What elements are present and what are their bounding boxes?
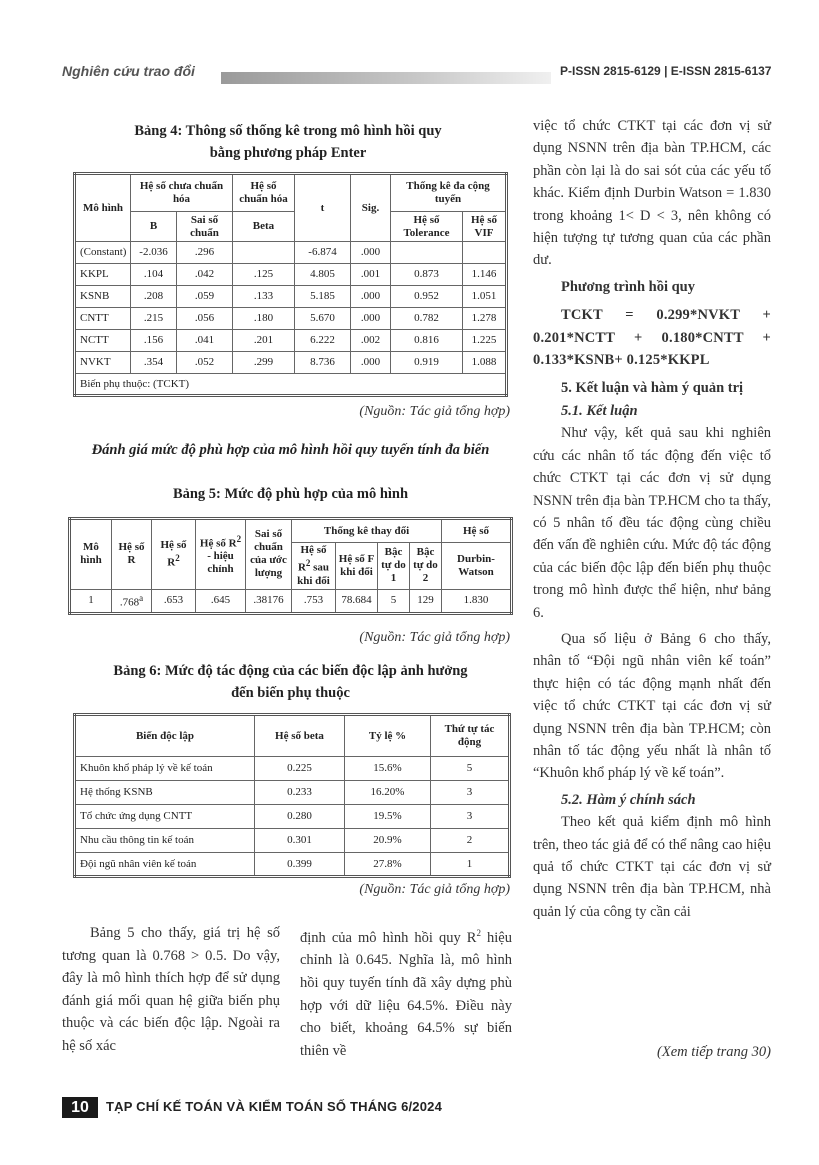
t5-h-coef: Hệ số bbox=[442, 519, 512, 543]
t5-h-df2: Bậc tự do 2 bbox=[410, 543, 442, 590]
cell-t: 5.185 bbox=[295, 286, 351, 308]
table6-caption: Bảng 6: Mức độ tác động của các biến độc lập ảnh hưởng đến biến phụ thuộc bbox=[113, 663, 468, 701]
t4-h-unstd: Hệ số chưa chuẩn hóa bbox=[131, 174, 233, 212]
cell-name: KSNB bbox=[75, 286, 131, 308]
bottom-col2: định của mô hình hồi quy $R^2$ hiệu chỉnh là 0.645. Nghĩa là, mô hình hồi quy tuyến tính đã xây dựng phù hợp với dữ liệu 64.5%. Điều này cho biết, khoảng 64.5% sự biến thiên về bbox=[300, 928, 512, 1059]
cell-var: Đội ngũ nhân viên kế toán bbox=[75, 853, 255, 877]
t4-h-beta: Beta bbox=[233, 212, 295, 242]
cell-name: NVKT bbox=[75, 352, 131, 374]
cell-beta: 0.233 bbox=[255, 781, 345, 805]
cell-pct: 27.8% bbox=[345, 853, 431, 877]
cell-vif: 1.051 bbox=[463, 286, 507, 308]
section-52-heading: 5.2. Hàm ý chính sách bbox=[561, 791, 696, 808]
t6-h-rank: Thứ tự tác động bbox=[431, 715, 510, 757]
bottom-col1: Bảng 5 cho thấy, giá trị hệ số tương quan là 0.768 > 0.5. Do vậy, đây là mô hình thích hợp để sử dụng đánh giá mối quan hệ giữa biến phụ thuộc và các biến độc lập. Ngoài ra hệ số xác bbox=[62, 925, 280, 1054]
continued-note: (Xem tiếp trang 30) bbox=[657, 1044, 771, 1060]
cell-beta: .180 bbox=[233, 308, 295, 330]
cell-sig: .000 bbox=[351, 242, 391, 264]
section-label: Nghiên cứu trao đổi bbox=[62, 63, 195, 79]
t4-h-sig: Sig. bbox=[351, 174, 391, 242]
table-row bbox=[75, 853, 510, 877]
cell-se: .042 bbox=[177, 264, 233, 286]
table5-source: (Nguồn: Tác giả tổng hợp) bbox=[359, 630, 510, 645]
cell-sig: .001 bbox=[351, 264, 391, 286]
cell-t: 5.670 bbox=[295, 308, 351, 330]
cell-t: 6.222 bbox=[295, 330, 351, 352]
section-51-heading: 5.1. Kết luận bbox=[561, 402, 638, 419]
cell-sig: .000 bbox=[351, 308, 391, 330]
table-row bbox=[75, 308, 507, 330]
cell-rank: 3 bbox=[431, 781, 510, 805]
cell-name: KKPL bbox=[75, 264, 131, 286]
t5-h-model: Mô hình bbox=[70, 519, 112, 590]
cell-tol: 0.816 bbox=[391, 330, 463, 352]
cell-var: Hệ thống KSNB bbox=[75, 781, 255, 805]
cell-pct: 15.6% bbox=[345, 757, 431, 781]
cell-name: NCTT bbox=[75, 330, 131, 352]
cell-beta: .125 bbox=[233, 264, 295, 286]
cell-b: .156 bbox=[131, 330, 177, 352]
cell-tol: 0.782 bbox=[391, 308, 463, 330]
cell-beta: 0.280 bbox=[255, 805, 345, 829]
cell-b: .215 bbox=[131, 308, 177, 330]
cell-t: -6.874 bbox=[295, 242, 351, 264]
cell-se: .056 bbox=[177, 308, 233, 330]
cell-rank: 1 bbox=[431, 853, 510, 877]
t6-h-var: Biến độc lập bbox=[75, 715, 255, 757]
t4-h-std: Hệ số chuẩn hóa bbox=[233, 174, 295, 212]
page-number: 10 bbox=[62, 1097, 98, 1118]
cell-b: .354 bbox=[131, 352, 177, 374]
cell-tol bbox=[391, 242, 463, 264]
cell-vif: 1.088 bbox=[463, 352, 507, 374]
cell-beta: 0.225 bbox=[255, 757, 345, 781]
section-5-heading: 5. Kết luận và hàm ý quản trị bbox=[561, 380, 744, 397]
header-bar bbox=[221, 72, 551, 84]
table-row bbox=[75, 242, 507, 264]
t5-h-fch: Hệ số F khi đổi bbox=[336, 543, 378, 590]
cell-beta: 0.301 bbox=[255, 829, 345, 853]
t5-h-adj: Hệ số $R^2$ - hiệu chỉnh bbox=[196, 519, 246, 590]
regression-equation: TCKT = 0.299*NVKT + 0.201*NCTT + 0.180*CNTT + 0.133*KSNB+ 0.125*KKPL bbox=[533, 307, 771, 369]
t5-h-dw: Durbin-Watson bbox=[442, 543, 512, 590]
eq-heading: Phương trình hồi quy bbox=[561, 278, 695, 295]
table5 bbox=[68, 517, 513, 615]
cell-rank: 2 bbox=[431, 829, 510, 853]
t5-h-r2: Hệ số $R^2$ bbox=[152, 519, 196, 590]
table-row bbox=[75, 264, 507, 286]
table4-source: (Nguồn: Tác giả tổng hợp) bbox=[359, 404, 510, 419]
cell-se: .296 bbox=[177, 242, 233, 264]
t4-h-tol: Hệ số Tolerance bbox=[391, 212, 463, 242]
cell-t: 4.805 bbox=[295, 264, 351, 286]
cell-rank: 3 bbox=[431, 805, 510, 829]
cell-beta: .299 bbox=[233, 352, 295, 374]
cell-sig: .000 bbox=[351, 286, 391, 308]
cell-t: 8.736 bbox=[295, 352, 351, 374]
t5-h-r: Hệ số R bbox=[112, 519, 152, 590]
cell-pct: 20.9% bbox=[345, 829, 431, 853]
cell-vif: 1.278 bbox=[463, 308, 507, 330]
t4-h-vif: Hệ số VIF bbox=[463, 212, 507, 242]
cell-se: .041 bbox=[177, 330, 233, 352]
t5-h-se: Sai số chuẩn của ước lượng bbox=[246, 519, 292, 590]
eval-heading: Đánh giá mức độ phù hợp của mô hình hồi quy tuyến tính đa biến bbox=[91, 442, 490, 458]
cell-var: Khuôn khổ pháp lý về kế toán bbox=[75, 757, 255, 781]
t4-h-model: Mô hình bbox=[75, 174, 131, 242]
cell-b: .208 bbox=[131, 286, 177, 308]
issn-label: P-ISSN 2815-6129 | E-ISSN 2815-6137 bbox=[560, 64, 772, 78]
t5-h-change: Thống kê thay đổi bbox=[292, 519, 442, 543]
cell-beta: .133 bbox=[233, 286, 295, 308]
cell-tol: 0.919 bbox=[391, 352, 463, 374]
cell-tol: 0.873 bbox=[391, 264, 463, 286]
cell-se: .059 bbox=[177, 286, 233, 308]
t4-h-b: B bbox=[131, 212, 177, 242]
table-row bbox=[75, 352, 507, 374]
table-row bbox=[75, 757, 510, 781]
table5-caption: Bảng 5: Mức độ phù hợp của mô hình bbox=[172, 486, 409, 502]
cell-b: .104 bbox=[131, 264, 177, 286]
cell-name: (Constant) bbox=[75, 242, 131, 264]
cell-rank: 5 bbox=[431, 757, 510, 781]
table-row bbox=[75, 781, 510, 805]
cell-vif bbox=[463, 242, 507, 264]
table-row bbox=[75, 829, 510, 853]
cell-sig: .000 bbox=[351, 352, 391, 374]
cell-vif: 1.146 bbox=[463, 264, 507, 286]
table6 bbox=[73, 713, 511, 878]
cell-b: -2.036 bbox=[131, 242, 177, 264]
cell-sig: .002 bbox=[351, 330, 391, 352]
table-row bbox=[75, 805, 510, 829]
cell-var: Nhu cầu thông tin kế toán bbox=[75, 829, 255, 853]
right-column: việc tổ chức CTKT tại các đơn vị sử dụng NSNN trên địa bàn TP.HCM, các phần còn lại là do sai sót của các yếu tố khác. Kiểm định Durbin Watson = 1.830 trong khoảng 1< D < 3, nên không có hiện tượng tự tương quan của các phần dư. Phương trình hồi quy TCKT = 0.299*NVKT + 0.201*NCTT + 0.180*CNTT + 0.133*KSNB+ 0.125*KKPL 5. Kết luận và hàm ý quản trị 5.1. Kết luận Như vậy, kết quả sau khi nghiên cứu các nhân tố tác động đến việc tổ chức CTKT tại các đơn vị sử dụng NSNN trên địa bàn TP.HCM cho ta thấy, có 5 nhân tố đều tác động cùng chiều đến vấn đề nghiên cứu. Mức độ tác động của các biến độc lập đến biến phụ thuộc trong mô hình được thể hiện, như bảng 6. Qua số liệu ở Bảng 6 cho thấy, nhân tố “Đội ngũ nhân viên kế toán” thực hiện có tác động mạnh nhất đến việc tổ chức CTKT tại các đơn vị sử dụng NSNN trên địa bàn TP.HCM; còn nhân tố tác động yếu nhất là nhân tố “Khuôn khổ pháp lý về kế toán”. 5.2. Hàm ý chính sách Theo kết quả kiểm định mô hình trên, theo tác giả để có thể nâng cao hiệu quả tổ chức CTKT tại các đơn vị sử dụng NSNN trên địa bàn TP.HCM, nhà quản lý của công ty cần cải bbox=[533, 118, 771, 920]
t4-footer: Biến phụ thuộc: (TCKT) bbox=[75, 374, 507, 396]
table-row bbox=[75, 330, 507, 352]
t5-h-df1: Bậc tự do 1 bbox=[378, 543, 410, 590]
cell-se: .052 bbox=[177, 352, 233, 374]
cell-pct: 19.5% bbox=[345, 805, 431, 829]
cell-beta bbox=[233, 242, 295, 264]
table6-source: (Nguồn: Tác giả tổng hợp) bbox=[359, 882, 510, 897]
table4 bbox=[73, 172, 508, 397]
cell-var: Tổ chức ứng dụng CNTT bbox=[75, 805, 255, 829]
cell-beta: 0.399 bbox=[255, 853, 345, 877]
cell-vif: 1.225 bbox=[463, 330, 507, 352]
t4-h-se: Sai số chuẩn bbox=[177, 212, 233, 242]
cell-beta: .201 bbox=[233, 330, 295, 352]
journal-title: TẠP CHÍ KẾ TOÁN VÀ KIỂM TOÁN SỐ THÁNG 6/2024 bbox=[106, 1099, 443, 1114]
cell-name: CNTT bbox=[75, 308, 131, 330]
table-row: 1 .768$^a$ .653 .645 .38176 .753 78.684 5 129 1.830 bbox=[70, 589, 512, 613]
table4-caption: Bảng 4: Thông số thống kê trong mô hình hồi quy bằng phương pháp Enter bbox=[134, 123, 442, 161]
t6-h-beta: Hệ số beta bbox=[255, 715, 345, 757]
t6-h-pct: Tỷ lệ % bbox=[345, 715, 431, 757]
cell-pct: 16.20% bbox=[345, 781, 431, 805]
cell-tol: 0.952 bbox=[391, 286, 463, 308]
t4-h-coll: Thống kê đa cộng tuyến bbox=[391, 174, 507, 212]
table-row bbox=[75, 286, 507, 308]
t4-h-t: t bbox=[295, 174, 351, 242]
t5-h-r2ch: Hệ số $R^2$ sau khi đổi bbox=[292, 543, 336, 590]
